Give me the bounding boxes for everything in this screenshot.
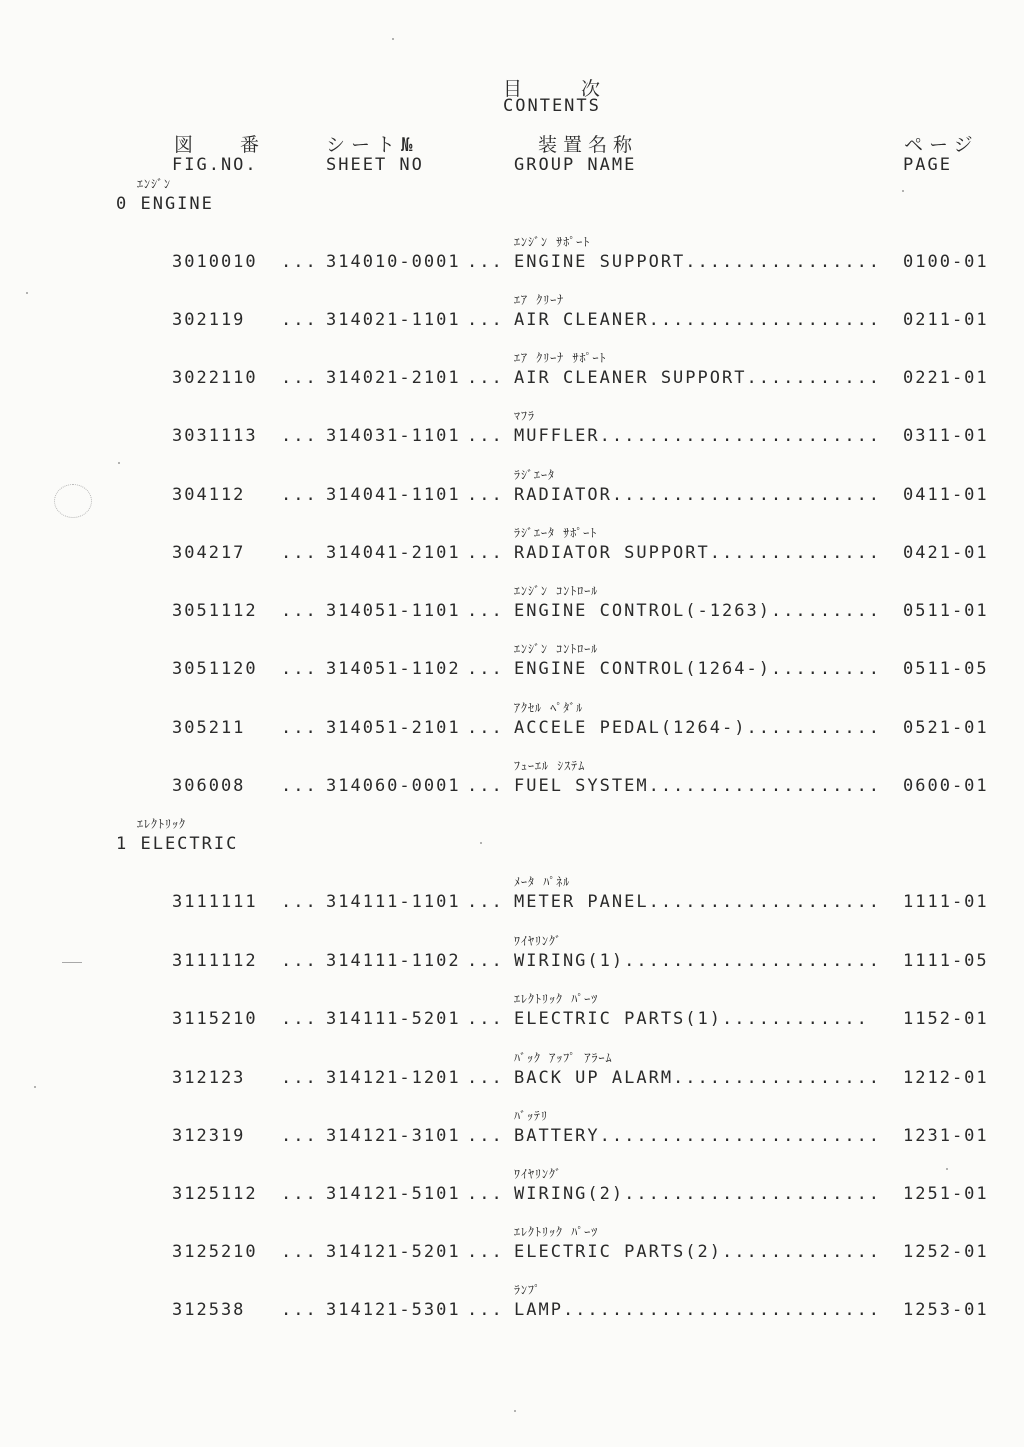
- group-name: AIR CLEANER SUPPORT...........: [514, 368, 882, 388]
- group-name-kana: ｴﾚｸﾄﾘｯｸ ﾊﾟｰﾂ: [514, 992, 599, 1006]
- leader-dots: ...: [281, 601, 318, 621]
- sheet-no: 314121-3101: [326, 1126, 461, 1146]
- table-row: [0, 931, 1024, 991]
- fig-no: 3125112: [172, 1184, 258, 1204]
- page-number: 0511-05: [903, 659, 989, 679]
- fig-no: 3051112: [172, 601, 258, 621]
- page-number: 0511-01: [903, 601, 989, 621]
- page-number: 0211-01: [903, 310, 989, 330]
- table-row: [0, 872, 1024, 932]
- sheet-no: 314111-5201: [326, 1009, 461, 1029]
- leader-dots: ...: [281, 1242, 318, 1262]
- sheet-no: 314051-1101: [326, 601, 461, 621]
- fig-no: 312319: [172, 1126, 246, 1146]
- table-row: [0, 523, 1024, 583]
- group-name: WIRING(2).....................: [514, 1184, 882, 1204]
- leader-dots: ...: [467, 426, 504, 446]
- leader-dots: ...: [467, 1242, 504, 1262]
- sheet-no: 314031-1101: [326, 426, 461, 446]
- group-name: ELECTRIC PARTS(1)............: [514, 1009, 869, 1029]
- group-name: FUEL SYSTEM...................: [514, 776, 882, 796]
- table-row: [0, 1222, 1024, 1282]
- leader-dots: ...: [281, 659, 318, 679]
- leader-dots: ...: [281, 543, 318, 563]
- group-name: ELECTRIC PARTS(2).............: [514, 1242, 882, 1262]
- table-row: [0, 1280, 1024, 1340]
- group-name: ENGINE SUPPORT................: [514, 252, 882, 272]
- scan-speck: [902, 190, 904, 192]
- section-title: 0 ENGINE: [116, 194, 214, 214]
- title-jp: 目 次: [503, 78, 621, 100]
- leader-dots: ...: [467, 543, 504, 563]
- page-header-jp: ページ: [904, 134, 979, 156]
- fig-no: 3111111: [172, 892, 258, 912]
- group-name-kana: ﾜｲﾔﾘﾝｸﾞ: [514, 934, 563, 948]
- leader-dots: ...: [281, 1009, 318, 1029]
- page-number: 1111-05: [903, 951, 989, 971]
- group-name-kana: ﾗｼﾞｴｰﾀ ｻﾎﾟｰﾄ: [514, 526, 598, 540]
- leader-dots: ...: [467, 718, 504, 738]
- group-name-kana: ｴﾝｼﾞﾝ ｺﾝﾄﾛｰﾙ: [514, 642, 599, 656]
- group-name: ENGINE CONTROL(-1263).........: [514, 601, 882, 621]
- section-kana: ｴﾚｸﾄﾘｯｸ: [137, 817, 187, 831]
- page-number: 1252-01: [903, 1242, 989, 1262]
- fig-no-header: FIG.NO.: [172, 155, 258, 175]
- fig-no: 304217: [172, 543, 246, 563]
- leader-dots: ...: [281, 368, 318, 388]
- fig-no: 306008: [172, 776, 246, 796]
- leader-dots: ...: [467, 310, 504, 330]
- table-row: [0, 698, 1024, 758]
- table-row: [0, 1164, 1024, 1224]
- fig-no: 304112: [172, 485, 246, 505]
- group-name: WIRING(1).....................: [514, 951, 882, 971]
- sheet-no: 314021-1101: [326, 310, 461, 330]
- leader-dots: ...: [281, 1184, 318, 1204]
- leader-dots: ...: [467, 601, 504, 621]
- page-number: 0600-01: [903, 776, 989, 796]
- scan-speck: [514, 1410, 516, 1412]
- fig-no: 3022110: [172, 368, 258, 388]
- sheet-no: 314121-5301: [326, 1300, 461, 1320]
- table-row: [0, 581, 1024, 641]
- leader-dots: ...: [281, 426, 318, 446]
- fig-no: 3051120: [172, 659, 258, 679]
- group-name: RADIATOR......................: [514, 485, 882, 505]
- fig-no: 3125210: [172, 1242, 258, 1262]
- fig-no: 312538: [172, 1300, 246, 1320]
- group-name-kana: ﾗｼﾞｴｰﾀ: [514, 468, 556, 482]
- group-name: MUFFLER.......................: [514, 426, 882, 446]
- group-name-kana: ｴﾝｼﾞﾝ ｺﾝﾄﾛｰﾙ: [514, 584, 599, 598]
- leader-dots: ...: [467, 1300, 504, 1320]
- leader-dots: ...: [281, 485, 318, 505]
- page-header: PAGE: [903, 155, 952, 175]
- page-number: 1111-01: [903, 892, 989, 912]
- sheet-no: 314060-0001: [326, 776, 461, 796]
- group-name-kana: ﾌｭｰｴﾙ ｼｽﾃﾑ: [514, 759, 586, 773]
- section-kana: ｴﾝｼﾞﾝ: [137, 177, 172, 191]
- group-name: METER PANEL...................: [514, 892, 882, 912]
- sheet-no: 314041-1101: [326, 485, 461, 505]
- fig-no: 312123: [172, 1068, 246, 1088]
- group-name: AIR CLEANER...................: [514, 310, 882, 330]
- page-number: 0221-01: [903, 368, 989, 388]
- group-name: BATTERY.......................: [514, 1126, 882, 1146]
- group-name-kana: ｴﾚｸﾄﾘｯｸ ﾊﾟｰﾂ: [514, 1225, 599, 1239]
- sheet-no: 314121-5201: [326, 1242, 461, 1262]
- leader-dots: ...: [281, 310, 318, 330]
- leader-dots: ...: [281, 718, 318, 738]
- title-en: CONTENTS: [503, 96, 601, 116]
- group-name-kana: ﾒｰﾀ ﾊﾟﾈﾙ: [514, 875, 571, 889]
- group-name-kana: ｴｱ ｸﾘｰﾅ ｻﾎﾟｰﾄ: [514, 351, 607, 365]
- sheet-no: 314051-2101: [326, 718, 461, 738]
- page-number: 1212-01: [903, 1068, 989, 1088]
- fig-no-header-jp: 図 番: [174, 134, 274, 156]
- leader-dots: ...: [467, 776, 504, 796]
- page-number: 0411-01: [903, 485, 989, 505]
- table-row: [0, 639, 1024, 699]
- leader-dots: ...: [467, 1126, 504, 1146]
- leader-dots: ...: [281, 252, 318, 272]
- leader-dots: ...: [467, 659, 504, 679]
- leader-dots: ...: [281, 1068, 318, 1088]
- table-row: [0, 232, 1024, 292]
- page-number: 0521-01: [903, 718, 989, 738]
- group-name-kana: ｴｱ ｸﾘｰﾅ: [514, 293, 565, 307]
- group-name: BACK UP ALARM.................: [514, 1068, 882, 1088]
- leader-dots: ...: [467, 485, 504, 505]
- table-row: [0, 756, 1024, 816]
- group-name-kana: ﾊﾞｯｸ ｱｯﾌﾟ ｱﾗｰﾑ: [514, 1051, 613, 1065]
- leader-dots: ...: [281, 776, 318, 796]
- group-name-kana: ﾏﾌﾗ: [514, 409, 536, 423]
- group-name-kana: ﾜｲﾔﾘﾝｸﾞ: [514, 1167, 563, 1181]
- scan-speck: [392, 38, 394, 40]
- fig-no: 3031113: [172, 426, 258, 446]
- sheet-no: 314111-1102: [326, 951, 461, 971]
- fig-no: 302119: [172, 310, 246, 330]
- section-title: 1 ELECTRIC: [116, 834, 239, 854]
- page-number: 1231-01: [903, 1126, 989, 1146]
- fig-no: 3111112: [172, 951, 258, 971]
- leader-dots: ...: [467, 1068, 504, 1088]
- group-name-header: GROUP NAME: [514, 155, 637, 175]
- sheet-no-header: SHEET NO: [326, 155, 424, 175]
- group-name: ENGINE CONTROL(1264-).........: [514, 659, 882, 679]
- group-name: LAMP..........................: [514, 1300, 882, 1320]
- leader-dots: ...: [281, 892, 318, 912]
- fig-no: 3115210: [172, 1009, 258, 1029]
- page-number: 0311-01: [903, 426, 989, 446]
- sheet-no: 314111-1101: [326, 892, 461, 912]
- sheet-no: 314041-2101: [326, 543, 461, 563]
- fig-no: 3010010: [172, 252, 258, 272]
- page-number: 1251-01: [903, 1184, 989, 1204]
- leader-dots: ...: [467, 252, 504, 272]
- page-number: 0421-01: [903, 543, 989, 563]
- page-number: 1253-01: [903, 1300, 989, 1320]
- sheet-no-header-jp: シート№: [326, 134, 419, 156]
- sheet-no: 314021-2101: [326, 368, 461, 388]
- page-number: 1152-01: [903, 1009, 989, 1029]
- leader-dots: ...: [467, 368, 504, 388]
- group-name-header-jp: 装置名称: [538, 134, 639, 156]
- table-row: [0, 290, 1024, 350]
- group-name: ACCELE PEDAL(1264-)...........: [514, 718, 882, 738]
- sheet-no: 314121-1201: [326, 1068, 461, 1088]
- table-row: [0, 406, 1024, 466]
- group-name: RADIATOR SUPPORT..............: [514, 543, 882, 563]
- sheet-no: 314010-0001: [326, 252, 461, 272]
- leader-dots: ...: [281, 951, 318, 971]
- leader-dots: ...: [467, 1009, 504, 1029]
- leader-dots: ...: [467, 951, 504, 971]
- table-row: [0, 989, 1024, 1049]
- table-row: [0, 1106, 1024, 1166]
- group-name-kana: ﾗﾝﾌﾟ: [514, 1283, 542, 1297]
- group-name-kana: ｱｸｾﾙ ﾍﾟﾀﾞﾙ: [514, 701, 584, 715]
- sheet-no: 314121-5101: [326, 1184, 461, 1204]
- table-row: [0, 1048, 1024, 1108]
- leader-dots: ...: [281, 1300, 318, 1320]
- table-row: [0, 465, 1024, 525]
- page-number: 0100-01: [903, 252, 989, 272]
- sheet-no: 314051-1102: [326, 659, 461, 679]
- fig-no: 305211: [172, 718, 246, 738]
- group-name-kana: ｴﾝｼﾞﾝ ｻﾎﾟｰﾄ: [514, 235, 591, 249]
- table-row: [0, 348, 1024, 408]
- leader-dots: ...: [281, 1126, 318, 1146]
- group-name-kana: ﾊﾞｯﾃﾘ: [514, 1109, 549, 1123]
- scan-speck: [480, 842, 482, 844]
- leader-dots: ...: [467, 892, 504, 912]
- leader-dots: ...: [467, 1184, 504, 1204]
